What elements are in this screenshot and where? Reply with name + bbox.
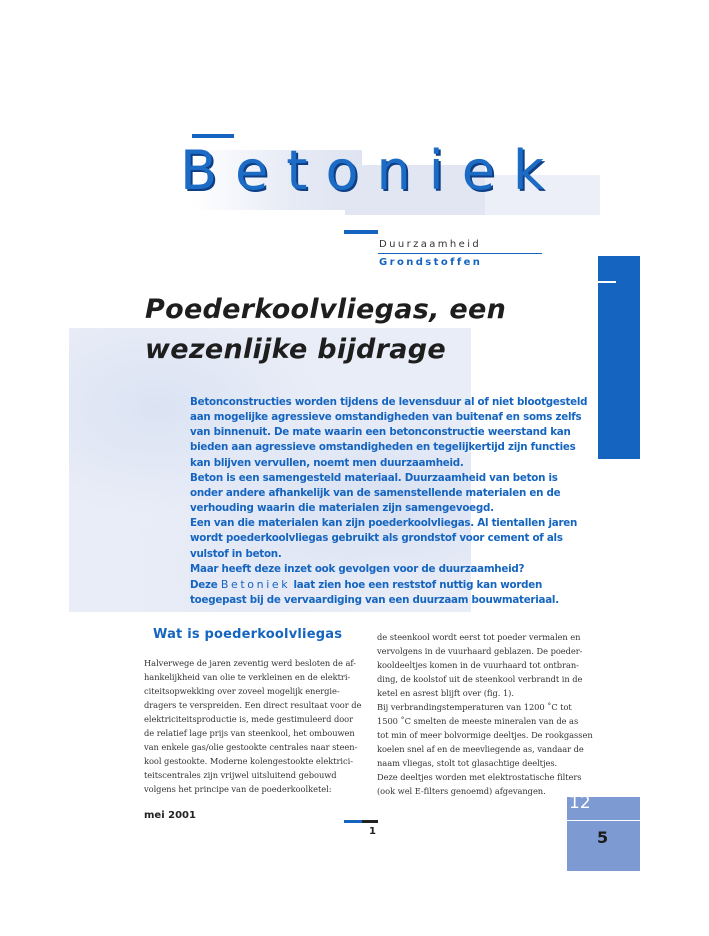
intro-line: van binnenuit. De mate waarin een betonconstructie weerstand kan	[190, 426, 571, 439]
intro-line: Een van die materialen kan zijn poederkoolvliegas. Al tientallen jaren	[190, 517, 578, 530]
intro-line: onder andere afhankelijk van de samenstellende materialen en de	[190, 486, 561, 499]
section-accent-bar	[344, 230, 378, 234]
intro-line: Betonconstructies worden tijdens de levensduur al of niet blootgesteld	[190, 396, 588, 408]
body-line: naam vliegas, stolt tot glasachtige deeltjes.	[377, 758, 558, 768]
footer-accent-bar	[362, 820, 378, 823]
body-line: de steenkool wordt eerst tot poeder vermalen en	[377, 632, 581, 642]
right-column	[377, 630, 602, 798]
intro-line	[190, 577, 570, 593]
body-line: hankelijkheid van olie te verkleinen en de elektri-	[144, 672, 351, 682]
intro-line: wordt poederkoolvliegas gebruikt als grondstof voor cement of als	[190, 532, 563, 545]
intro-line: bieden aan agressieve omstandigheden en tegelijkertijd zijn functies	[190, 441, 576, 454]
body-line: teitscentrales zijn vrijwel uitsluitend gebouwd	[144, 770, 337, 780]
issue-number: 12	[569, 793, 591, 813]
body-line: ketel en asrest blijft over (fig. 1).	[377, 688, 514, 698]
body-line: ding, de koolstof uit de steenkool verbrandt in de	[377, 674, 583, 684]
intro-line: verhouding waarin die materialen zijn samengevoegd.	[190, 502, 494, 515]
intro-line: kan blijven vervullen, noemt men duurzaamheid.	[190, 456, 464, 469]
body-line: Bij verbrandingstemperaturen van 1200 ˚C tot	[377, 702, 572, 712]
article-intro	[190, 395, 588, 608]
body-line: citeitsopwekking over zoveel mogelijk energie-	[144, 686, 340, 696]
left-column	[144, 656, 362, 796]
intro-line: aan mogelijke agressieve omstandigheden van buitenaf en soms zelfs	[190, 411, 582, 424]
section-category: Grondstoffen	[379, 257, 483, 268]
intro-deze: Deze	[190, 578, 218, 591]
intro-line: Beton is een samengesteld materiaal. Duurzaamheid van beton is	[190, 471, 558, 484]
section-divider	[378, 253, 542, 254]
issue-box-divider	[567, 820, 640, 821]
intro-line: toegepast bij de vervaardiging van een duurzaam bouwmateriaal.	[190, 594, 559, 607]
headline-line: Poederkoolvliegas, een	[145, 294, 507, 325]
body-line: kooldeeltjes komen in de vuurhaard tot ontbran-	[377, 660, 579, 670]
headline-line: wezenlijke bijdrage	[145, 334, 447, 365]
body-line: (ook wel E-filters genoemd) afgevangen.	[377, 786, 546, 796]
body-line: Deze deeltjes worden met elektrostatische filters	[377, 772, 582, 782]
masthead-title: Betoniek	[180, 139, 563, 202]
body-line: 1500 ˚C smelten de meeste mineralen van de as	[377, 716, 579, 726]
intro-brand: Betoniek	[220, 577, 291, 591]
body-line: koelen snel af en de meevliegende as, vandaar de	[377, 744, 584, 754]
body-line: tot min of meer bolvormige deeltjes. De rookgassen	[377, 730, 593, 740]
section-subject: Duurzaamheid	[379, 239, 482, 250]
footer-accent-bar	[344, 820, 362, 823]
page-index: 1	[369, 826, 376, 837]
body-line: elektriciteitsproductie is, mede gestimuleerd door	[144, 714, 354, 724]
body-line: vervolgens in de vuurhaard geblazen. De poeder-	[377, 646, 583, 656]
intro-line: vulstof in beton.	[190, 547, 282, 560]
issue-date: mei 2001	[144, 810, 196, 821]
side-tab-tick	[598, 281, 616, 283]
article-subheading: Wat is poederkoolvliegas	[153, 627, 343, 642]
page-number: 5	[597, 828, 609, 847]
body-line: dragers te verspreiden. Een direct resultaat voor de	[144, 700, 362, 710]
article-headline	[145, 290, 575, 370]
side-tab	[598, 256, 640, 459]
body-line: de relatief lage prijs van steenkool, het ombouwen	[144, 728, 355, 738]
intro-line: Maar heeft deze inzet ook gevolgen voor de duurzaamheid?	[190, 562, 525, 575]
body-line: Halverwege de jaren zeventig werd besloten de af-	[144, 658, 356, 668]
body-line: volgens het principe van de poederkoolketel:	[144, 784, 332, 794]
body-line: van enkele gas/olie gestookte centrales naar steen-	[144, 742, 358, 752]
intro-after-brand: laat zien hoe een reststof nuttig kan worden	[293, 578, 543, 591]
body-line: kool gestookte. Moderne kolengestookte elektrici-	[144, 756, 353, 766]
